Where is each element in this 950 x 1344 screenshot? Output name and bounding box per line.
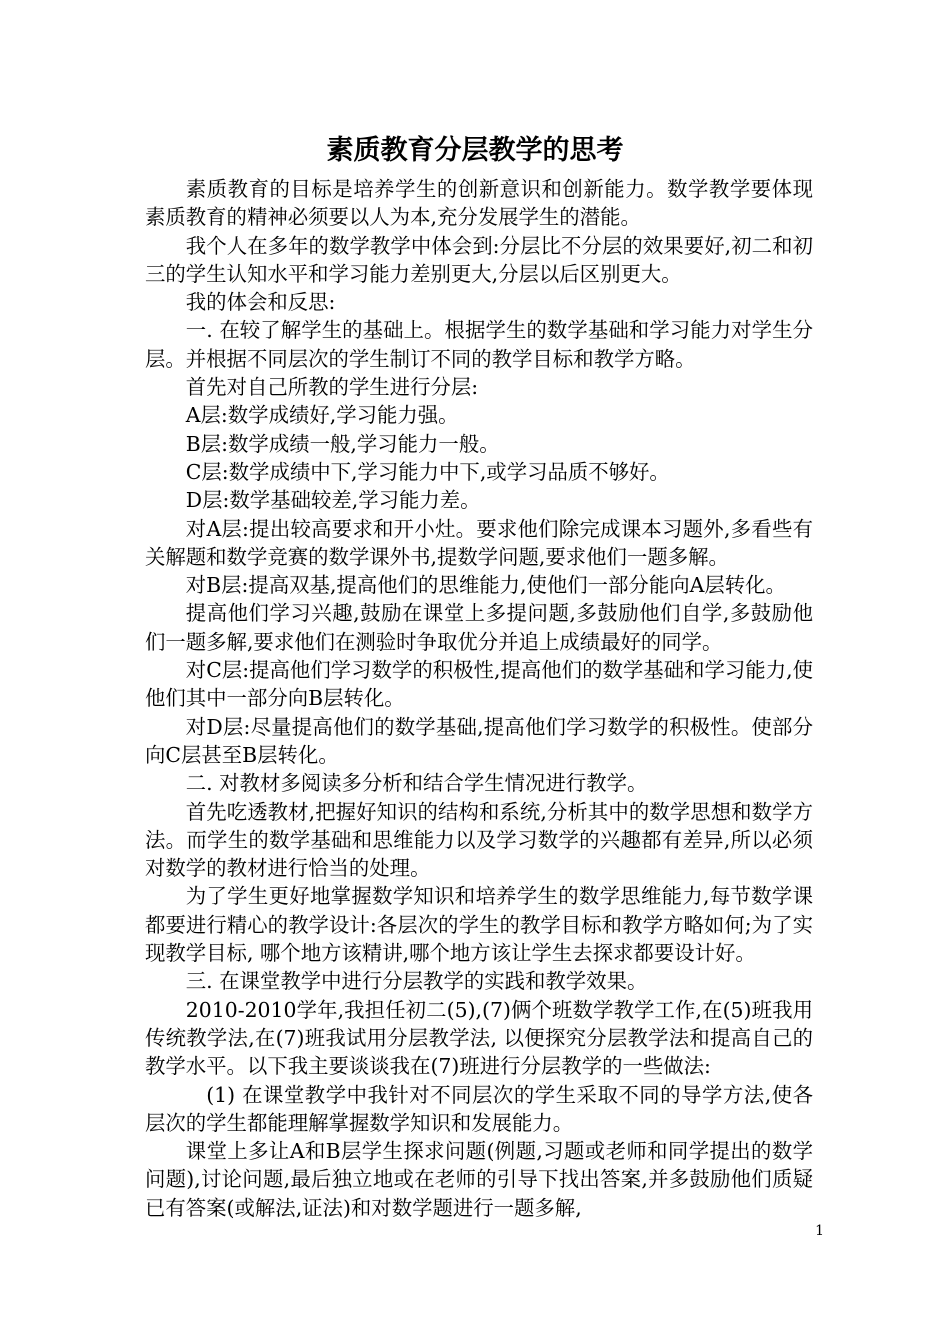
- paragraph: 对B层:提高双基,提高他们的思维能力,使他们一部分能向A层转化。: [185, 573, 786, 598]
- document-title: 素质教育分层教学的思考: [326, 135, 624, 166]
- paragraph: 提高他们学习兴趣,鼓励在课堂上多提问题,多鼓励他们自学,多鼓励他们一题多解,要求他们在测验时争取优分并追上成绩最好的同学。: [145, 601, 813, 654]
- document-body: [145, 175, 813, 1222]
- section-heading-3: 三. 在课堂教学中进行分层教学的实践和教学效果。: [185, 969, 648, 994]
- numbered-item-1: (1) 在课堂教学中我针对不同层次的学生采取不同的导学方法,使各层次的学生都能理解掌握数学知识和发展能力。: [145, 1082, 813, 1135]
- section-heading-2: 二. 对教材多阅读多分析和结合学生情况进行教学。: [185, 771, 648, 796]
- page-number: 1: [815, 1223, 824, 1239]
- level-c-definition: C层:数学成绩中下,学习能力中下,或学习品质不够好。: [185, 459, 670, 484]
- paragraph: 素质教育的目标是培养学生的创新意识和创新能力。数学教学要体现素质教育的精神必须要以人为本,充分发展学生的潜能。: [145, 177, 813, 230]
- paragraph: 我的体会和反思:: [185, 290, 336, 315]
- level-d-definition: D层:数学基础较差,学习能力差。: [185, 488, 481, 513]
- paragraph: 我个人在多年的数学教学中体会到:分层比不分层的效果要好,初二和初三的学生认知水平和学习能力差别更大,分层以后区别更大。: [145, 233, 813, 286]
- paragraph: 课堂上多让A和B层学生探求问题(例题,习题或老师和同学提出的数学问题),讨论问题,最后独立地或在老师的引导下找出答案,并多鼓励他们质疑已有答案(或解法,证法)和对数学题进行一题多解,: [145, 1139, 813, 1220]
- paragraph: 为了学生更好地掌握数学知识和培养学生的数学思维能力,每节数学课都要进行精心的教学设计:各层次的学生的教学目标和教学方略如何;为了实现教学目标, 哪个地方该精讲,哪个地方该让学生去探求都要设计好。: [145, 884, 813, 966]
- paragraph: 对D层:尽量提高他们的数学基础,提高他们学习数学的积极性。使部分向C层甚至B层转化。: [145, 714, 813, 767]
- paragraph: 对A层:提出较高要求和开小灶。要求他们除完成课本习题外,多看些有关解题和数学竞赛的数学课外书,提数学问题,要求他们一题多解。: [145, 516, 813, 569]
- level-a-definition: A层:数学成绩好,学习能力强。: [185, 403, 459, 428]
- paragraph: 首先对自己所教的学生进行分层:: [185, 375, 479, 400]
- section-heading-1: 一. 在较了解学生的基础上。根据学生的数学基础和学习能力对学生分层。并根据不同层次的学生制订不同的教学目标和教学方略。: [145, 318, 813, 371]
- paragraph: 对C层:提高他们学习数学的积极性,提高他们的数学基础和学习能力,使他们其中一部分向B层转化。: [145, 658, 813, 711]
- level-b-definition: B层:数学成绩一般,学习能力一般。: [185, 431, 500, 456]
- paragraph: 首先吃透教材,把握好知识的结构和系统,分析其中的数学思想和数学方法。而学生的数学基础和思维能力以及学习数学的兴趣都有差异,所以必须对数学的教材进行恰当的处理。: [145, 799, 813, 881]
- paragraph: 2010-2010学年,我担任初二(5),(7)俩个班数学教学工作,在(5)班我用传统教学法,在(7)班我试用分层教学法, 以便探究分层教学法和提高自己的教学水平。以下我主要谈谈我在(7)班进行分层教学的一些做法:: [145, 997, 813, 1079]
